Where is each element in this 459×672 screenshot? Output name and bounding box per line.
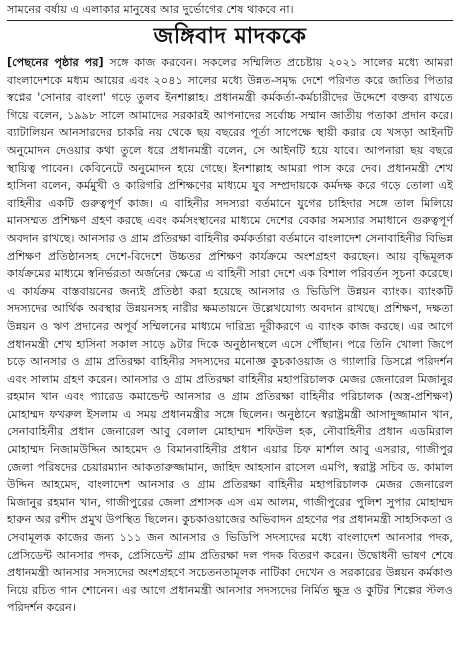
newspaper-clipping (0, 1, 459, 672)
previous-article-last-line: সামনের বর্ষায় এ এলাকার মানুষের আর দুর্ভোগের শেষ থাকবে না। (7, 3, 294, 16)
article-paragraph (7, 54, 453, 617)
article-body-text: সঙ্গে কাজ করবেন। সকলের সম্মিলিত প্রচেষ্টায় ২০২১ সালের মধ্যে আমরা বাংলাদেশকে মধ্যম আয়ের এবং ২০৪১ সালের মধ্যে উন্নত-সমৃদ্ধ দেশে পরিণত করে জাতির পিতার স্বপ্নের 'সোনার বাংলা' গড়ে তুলব ইনশাল্লাহ। প্রধানমন্ত্রী কর্মকর্তা-কর্মচারীদের উদ্দেশে বক্তব্য রাখতে গিয়ে বলেন, ১৯৯৮ সালে আমাদের সরকারই আপনাদের সর্বোচ্চ সম্মান জাতীয় পতাকা প্রদান করে। ব্যাটালিয়ন আনসারদের চাকরি নয় থেকে ছয় বছরের পূর্তা সাপেক্ষে স্থায়ী করার যে খসড়া আইনটি অনুমোদন দেওয়ার কথা তুলে ধরে প্রধানমন্ত্রী বলেন, সে আইনটি হয়ে যাবে। আপনারা ছয় বছরে স্থায়িত্ব পাবেন। কেবিনেটে অনুমোদন হয়ে গেছে। ইনশাল্লাহ আমরা পাস করে দেব। প্রধানমন্ত্রী শেখ হাসিনা বলেন, কর্মমুখী ও কারিগরি প্রশিক্ষণের মাধ্যমে যুব সম্প্রদায়কে কর্মদক্ষ করে গড়ে তোলা এই বাহিনীর একটি গুরুত্বপূর্ণ কাজ। এ বাহিনীর সদস্যরা বর্তমানে যুগের চাহিদার সঙ্গে তাল মিলিয়ে মানসম্মত প্রশিক্ষণ গ্রহণ করছে এবং কর্মসংস্থানের মাধ্যমে দেশের বেকার সমস্যার সমাধানে গুরুত্বপূর্ণ অবদান রাখছে। আনসার ও গ্রাম প্রতিরক্ষা বাহিনীর কর্মকর্তারা বর্তমানে বাংলাদেশ সেনাবাহিনীর বিভিন্ন প্রশিক্ষণ প্রতিষ্ঠানসহ দেশে-বিদেশে উচ্চতর প্রশিক্ষণ কার্যক্রমে অংশগ্রহণ করছেন। আয় বৃদ্ধিমূলক কার্যক্রমের মাধ্যমে স্বনির্ভরতা অর্জনের ক্ষেত্রে এ বাহিনী সারা দেশে এক বিশাল পরিবর্তন সূচনা করেছে। এ কার্যক্রম বাস্তবায়নের জন্যই প্রতিষ্ঠা করা হয়েছে আনসার ও ভিডিপি উন্নয়ন ব্যাংক। ব্যাংকটি সদস্যদের আর্থিক অবস্থার উন্নয়নসহ নারীর ক্ষমতায়নে উল্লেখযোগ্য অবদান রাখছে। প্রশিক্ষণ, দক্ষতা উন্নয়ন ও ঋণ প্রদানের অপূর্ব সম্মিলনের মাধ্যমে দারিদ্র্য দূরীকরণে এ ব্যাংক কাজ করছে। এর আগে প্রধানমন্ত্রী শেখ হাসিনা সকাল সাড়ে ৯টার দিকে অনুষ্ঠানস্থলে এসে পৌঁছান। পরে তিনি খোলা জিপে চড়ে আনসার ও গ্রাম প্রতিরক্ষা বাহিনীর সদস্যদের মনোজ্ঞ কুচকাওয়াজ ও গ্যালারি ডিসপ্লে পরিদর্শন এবং সালাম গ্রহণ করেন। আনসার ও গ্রাম প্রতিরক্ষা বাহিনীর মহাপরিচালক মেজর জেনারেল মিজানুর রহমান খান এবং প্যারেড কমান্ডেন্ট আনসার ও গ্রাম প্রতিরক্ষা বাহিনীর পরিচালক (অস্ত্র-প্রশিক্ষণ) মোহাম্মদ ফখরুল ইসলাম এ সময় প্রধানমন্ত্রীর সঙ্গে ছিলেন। অনুষ্ঠানে স্বরাষ্ট্রমন্ত্রী আসাদুজ্জামান খান, সেনাবাহিনীর প্রধান জেনারেল আবু বেলাল মোহাম্মদ শফিউল হক, নৌবাহিনীর প্রধান এডমিরাল মোহাম্মদ নিজামউদ্দিন আহমেদ ও বিমানবাহিনীর প্রধান এয়ার চিফ মার্শাল আবু এসরার, গাজীপুর জেলা পরিষদের চেয়ারম্যান আকতারুজ্জামান, জাহিদ আহসান রাসেল এমপি, স্বরাষ্ট্র সচিব ড. কামাল উদ্দিন আহমেদ, বাংলাদেশ আনসার ও গ্রাম প্রতিরক্ষা বাহিনীর মহাপরিচালক মেজর জেনারেল মিজানুর রহমান খান, গাজীপুরের জেলা প্রশাসক এস এম আলম, গাজীপুরের পুলিশ সুপার মোহাম্মদ হারুন অর রশীদ প্রমুখ উপস্থিত ছিলেন। কুচকাওয়াজের অভিবাদন গ্রহণের পর প্রধানমন্ত্রী সাহসিকতা ও সেবামূলক কাজের জন্য ১১১ জন আনসার ও ভিডিপি সদস্যদের মধ্যে বাংলাদেশ আনসার পদক, প্রেসিডেন্ট আনসার পদক, প্রেসিডেন্ট গ্রাম প্রতিরক্ষা দল পদক বিতরণ করেন। উদ্বোধনী ভাষণ শেষে প্রধানমন্ত্রী আনসার সদস্যদের অংশগ্রহণে সচেতনতামূলক নাটিকা দেখেন ও সরকারের উন্নয়ন কর্মকাণ্ড নিয়ে রচিত গান শোনেন। এর আগে প্রধানমন্ত্রী আনসার সদস্যদের নির্মিত ক্ষুদ্র ও কুটির শিল্পের স্টলও পরিদর্শন করেন। (7, 56, 453, 615)
article-headline: জঙ্গিবাদ মাদককে (153, 24, 307, 49)
divider-line (7, 20, 453, 21)
article-body (7, 54, 453, 617)
continuation-tag: [পেছনের পৃষ্ঠার পর] (7, 56, 104, 69)
